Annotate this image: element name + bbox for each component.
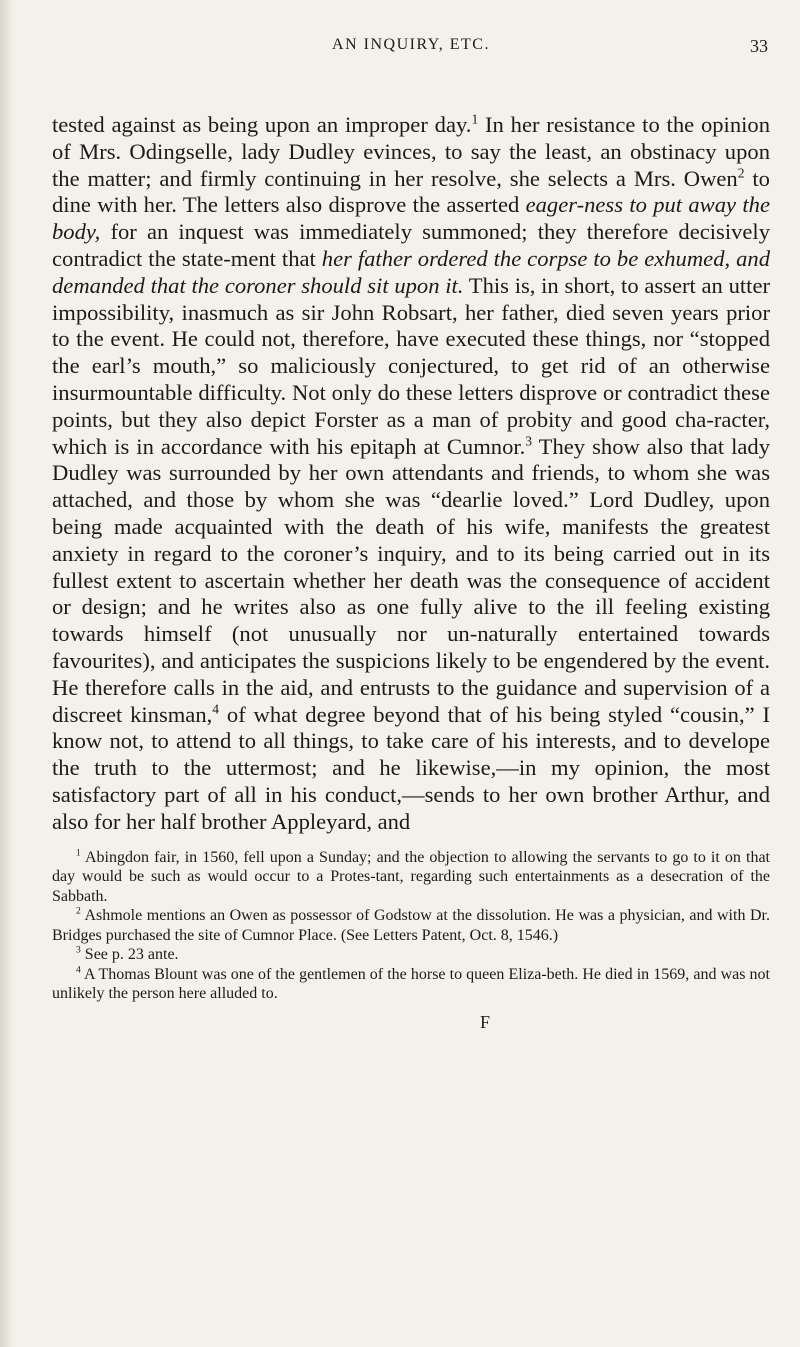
- footnote-text: Abingdon fair, in 1560, fell upon a Sunday; and the objection to allowing the servants to go to it on that day would be such as would occur to a Protes-tant, regarding such entertainments as a desecration of the Sabbath.: [52, 848, 770, 905]
- footnote: [52, 945, 770, 965]
- footnote-ref: 4: [212, 701, 220, 716]
- footnote-mark: 3: [76, 944, 81, 956]
- body-text: [52, 112, 770, 836]
- footnote-ref: 1: [471, 111, 479, 127]
- footnote: [52, 906, 770, 945]
- text-run: of what degree beyond that of his being styled “cousin,” I know not, to attend to all things, to take care of his interests, and to develope the truth to the uttermost; and he likewise,—in my opinion, the most satisfactory part of all in his conduct,—sends to her own brother Arthur, and also for her half brother Appleyard, and: [52, 701, 770, 834]
- footnote-text: A Thomas Blount was one of the gentlemen of the horse to queen Eliza-beth. He died in 1569, and was not unlikely the person here alluded to.: [52, 965, 770, 1003]
- footnote-mark: 2: [76, 905, 81, 917]
- text-run: They show also that lady Dudley was surrounded by her own attendants and friends, to whom she was attached, and those by whom she was “dearlie loved.” Lord Dudley, upon being made acquainted with the death of his wife, manifests the greatest anxiety in regard to the coroner’s inquiry, and to its being carried out in its fullest extent to ascertain whether her death was the consequence of accident or design; and he writes also as one fully alive to the ill feeling existing towards himself (not unusually nor un-naturally entertained towards favourites), and anticipates the suspicions likely to be engendered by the event. He therefore calls in the aid, and entrusts to the guidance and supervision of a discreet kinsman,: [52, 433, 770, 727]
- footnote-mark: 4: [76, 964, 81, 976]
- italic-run: her father ordered the corpse to be exhumed, and demanded that the coroner should sit upon it.: [52, 245, 770, 298]
- footnote-mark: 1: [76, 847, 81, 859]
- paragraph: [52, 112, 770, 836]
- book-page: [52, 36, 770, 1033]
- text-run: for an inquest was immediately summoned; they therefore decisively contradict the state-ment that: [52, 219, 770, 271]
- footnote: [52, 848, 770, 907]
- binding-gutter: [0, 0, 14, 1347]
- text-run: In her resistance to the opinion of Mrs. Odingselle, lady Dudley evinces, to say the least, an obstinacy upon the matter; and firmly continuing in her resolve, she selects a Mrs. Owen: [52, 112, 770, 191]
- page-header: [52, 36, 770, 76]
- footnote-text: See p. 23 ante.: [80, 946, 179, 964]
- footnotes: [52, 848, 770, 1004]
- footnote-text: Ashmole mentions an Owen as possessor of Godstow at the dissolution. He was a physician, and with Dr. Bridges purchased the site of Cumnor Place. (See Letters Patent, Oct. 8, 1546.): [52, 907, 770, 944]
- footnote-ref: 3: [525, 433, 533, 449]
- text-run: This is, in short, to assert an utter impossibility, inasmuch as sir John Robsart, her father, died seven years prior to the event. He could not, therefore, have executed these things, nor “stopped the earl’s mouth,” so maliciously conjectured, to get rid of an otherwise insurmountable difficulty. Not only do these letters disprove or contradict these points, but they also depict Forster as a man of probity and good cha-racter, which is in accordance with his epitaph at Cumnor.: [52, 272, 770, 459]
- text-run: to dine with her. The letters also disprove the asserted: [52, 165, 770, 218]
- footnote: [52, 965, 770, 1004]
- page-number: 33: [750, 36, 768, 56]
- signature-mark: F: [479, 1011, 490, 1032]
- running-head: AN INQUIRY, ETC.: [332, 36, 490, 53]
- italic-run: eager-ness to put away the body,: [52, 192, 770, 245]
- text-run: tested against as being upon an improper day.: [52, 112, 472, 137]
- footnote-ref: 2: [737, 165, 745, 181]
